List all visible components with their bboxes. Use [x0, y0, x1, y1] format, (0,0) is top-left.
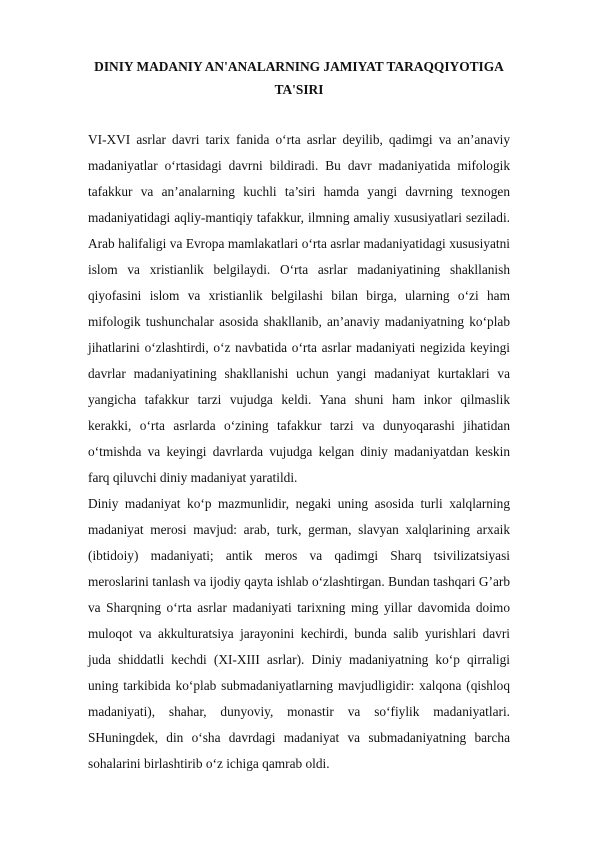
body-paragraph-1: VI-XVI asrlar davri tarix fanida o‘rta asrlar deyilib, qadimgi va an’anaviy madaniyatlar o‘rtasidagi davrni bildiradi. Bu davr madaniyatida mifologik tafakkur va an’analarning kuchli ta’siri hamda yangi davrning texnogen madaniyatidagi aqliy-mantiqiy tafakkur, ilmning amaliy xususiyatlari seziladi. Arab halifaligi va Evropa mamlakatlari o‘rta asrlar madaniyatidagi xususiyatni islom va xristianlik belgilaydi. O‘rta asrlar madaniyatining shakllanish qiyofasini islom va xristianlik belgilashi bilan birga, ularning o‘zi ham mifologik tushunchalar asosida shakllanib, an’anaviy madaniyatning ko‘plab jihatlarini o‘zlashtirdi, o‘z navbatida o‘rta asrlar madaniyati negizida keyingi davrlar madaniyatining shakllanishi uchun yangi madaniyat kurtaklari va yangicha tafakkur tarzi vujudga keldi. Yana shuni ham inkor qilmaslik kerakki, o‘rta asrlarda o‘zining tafakkur tarzi va dunyoqarashi jihatidan o‘tmishda va keyingi davrlarda vujudga kelgan diniy madaniyatdan keskin farq qiluvchi diniy madaniyat yaratildi. — [88, 132, 510, 485]
title-line-2: TA'SIRI — [274, 82, 324, 97]
document-page — [88, 55, 510, 777]
body-paragraph-2: Diniy madaniyat ko‘p mazmunlidir, negaki uning asosida turli xalqlarning madaniyat merosi mavjud: arab, turk, german, slavyan xalqlarining arxaik (ibtidoiy) madaniyati; antik meros va qadimgi Sharq tsivilizatsiyasi meroslarini tanlash va ijodiy qayta ishlab o‘zlashtirgan. Bundan tashqari G’arb va Sharqning o‘rta asrlar madaniyati tarixning ming yillar davomida doimo muloqot va akkulturatsiya jarayonini kechirdi, bunda salib yurishlari davri juda shiddatli kechdi (XI-XIII asrlar). Diniy madaniyatning ko‘p qirraligi uning tarkibida ko‘plab submadaniyatlarning mavjudligidir: xalqona (qishloq madaniyati), shahar, dunyoviy, monastir va so‘fiylik madaniyatlari. SHuningdek, din o‘sha davrdagi madaniyat va submadaniyatning barcha sohalarini birlashtirib o‘z ichiga qamrab oldi. — [88, 496, 510, 771]
document-title — [88, 55, 510, 101]
title-line-1: DINIY MADANIY AN'ANALARNING JAMIYAT TARAQQIYOTIGA — [94, 59, 504, 74]
